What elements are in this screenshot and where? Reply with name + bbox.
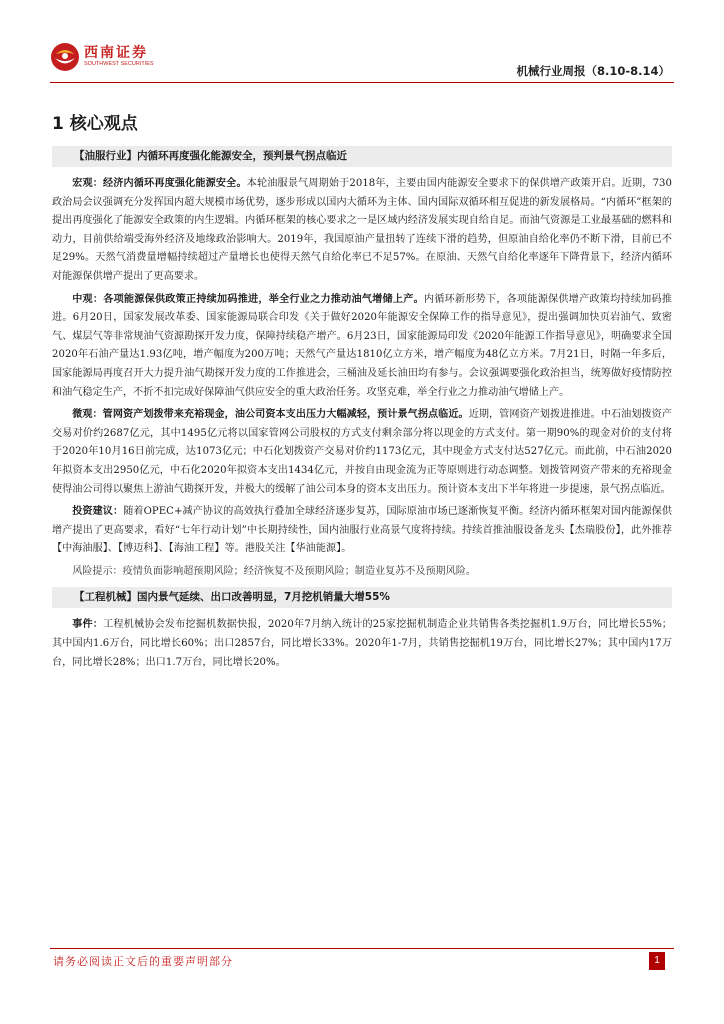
company-logo [50,40,165,74]
page-header [0,0,724,80]
report-title: 机械行业周报（8.10-8.14） [516,64,670,78]
invest-paragraph [52,503,672,559]
logo-mark-icon [50,42,80,72]
main-content [52,112,672,676]
invest-body: 随着OPEC+减产协议的高效执行叠加全球经济逐步复苏，国际原油市场已逐渐恢复平衡。经济内循环框架对国内能源保供增产提出了更高要求，看好“七年行动计划”中长期持续性，国内油服行业高景气度将持续。持续首推油服设备龙头【杰瑞股份】，此外推荐【中海油服】、【博迈科】、【海油工程】等。港股关注【华油能源】。 [52,506,672,555]
event-lead: 事件： [72,619,104,631]
oil-section-heading: 【油服行业】内循环再度强化能源安全，预判景气拐点临近 [52,146,672,167]
footer-divider [50,948,674,949]
machinery-section-heading: 【工程机械】国内景气延续、出口改善明显，7月挖机销量大增55% [52,587,672,608]
section-title: 1 核心观点 [52,114,138,134]
mid-paragraph [52,291,672,403]
event-paragraph [52,616,672,672]
micro-body: 近期，管网资产划拨进推进。中石油划拨资产交易对价约2687亿元，其中1495亿元将以国家管网公司股权的方式支付剩余部分将以现金的方式支付。第一期90%的现金对价的支付将于2020年10月16日前完成，达1073亿元；中石化划拨资产交易对价约1173亿元，其中现金方式支付达527亿元。而此前，中石油2020年拟资本支出2950亿元，中石化2020年拟资本支出1434亿元，并按自由现金流为正等原则进行动态调整。划拨管网资产带来的充裕现金使得油公司得以聚焦上游油气勘探开发，并极大的缓解了油公司本身的资本支出压力。预计资本支出下半年将进一步提速，景气拐点临近。 [52,409,672,495]
header-divider [50,82,674,83]
event-body: 工程机械协会发布挖掘机数据快报，2020年7月纳入统计的25家挖掘机制造企业共销售各类挖掘机1.9万台，同比增长55%；其中国内1.6万台，同比增长60%；出口2857台，同比增长33%。2020年1-7月，共销售挖掘机19万台，同比增长27%；其中国内17万台，同比增长28%；出口1.7万台，同比增长20%。 [52,619,673,668]
disclaimer-note: 请务必阅读正文后的重要声明部分 [53,955,233,968]
page-number: 1 [649,952,665,970]
invest-lead: 投资建议： [72,506,124,518]
risk-warning: 风险提示：疫情负面影响超预期风险；经济恢复不及预期风险；制造业复苏不及预期风险。 [72,565,476,577]
macro-body: 本轮油服景气周期始于2018年，主要由国内能源安全要求下的保供增产政策开启。近期，730政治局会议强调充分发挥国内超大规模市场优势，逐步形成以国内大循环为主体、国内国际双循环相互促进的新发展格局。“内循环”框架的提出再度强化了能源安全政策的内生逻辑。内循环框架的核心要求之一是区域内经济发展实现自给自足。而油气资源是工业最基础的燃料和动力，目前供给端受海外经济及地缘政治影响大。2019年，我国原油产量扭转了连续下滑的趋势，但原油自给化率仍不断下滑，目前已不足29%。天然气消费量增幅持续超过产量增长也使得天然气自给化率已不足57%。在原油、天然气自给化率逐年下降背景下，经济内循环对能源保供增产提出了更高要求。 [52,178,672,282]
micro-lead: 微观：管网资产划拨带来充裕现金，油公司资本支出压力大幅减轻，预计景气拐点临近。 [72,409,469,421]
micro-paragraph [52,406,672,499]
macro-paragraph [52,175,672,287]
macro-lead: 宏观：经济内循环再度强化能源安全。 [72,178,247,189]
logo-subtext: SOUTHWEST SECURITIES [84,61,154,67]
logo-text: 西南证券 [84,45,148,61]
mid-lead: 中观：各项能源保供政策正持续加码推进，举全行业之力推动油气增储上产。 [72,293,424,305]
mid-body: 内循环新形势下，各项能源保供增产政策均持续加码推进。6月20日，国家发展改革委、国家能源局联合印发《关于做好2020年能源安全保障工作的指导意见》，提出强调加快页岩油气、致密气、煤层气等非常规油气资源勘探开发力度，保障持续稳产增产。6月23日，国家能源局印发《2020年能源工作指导意见》，明确要求全国2020年石油产量达1.93亿吨，增产幅度为200万吨；天然气产量达1810亿立方米，增产幅度为48亿立方米。7月21日，时隔一年多后，国家能源局再度召开大力提升油气勘探开发力度的工作推进会，三桶油及延长油田均有参与。会议强调要强化政治担当，统筹做好疫情防控和油气稳定生产，不折不扣完成好保障油气供应安全的重大政治任务。攻坚克难，举全行业之力推动油气增储上产。 [52,293,672,398]
